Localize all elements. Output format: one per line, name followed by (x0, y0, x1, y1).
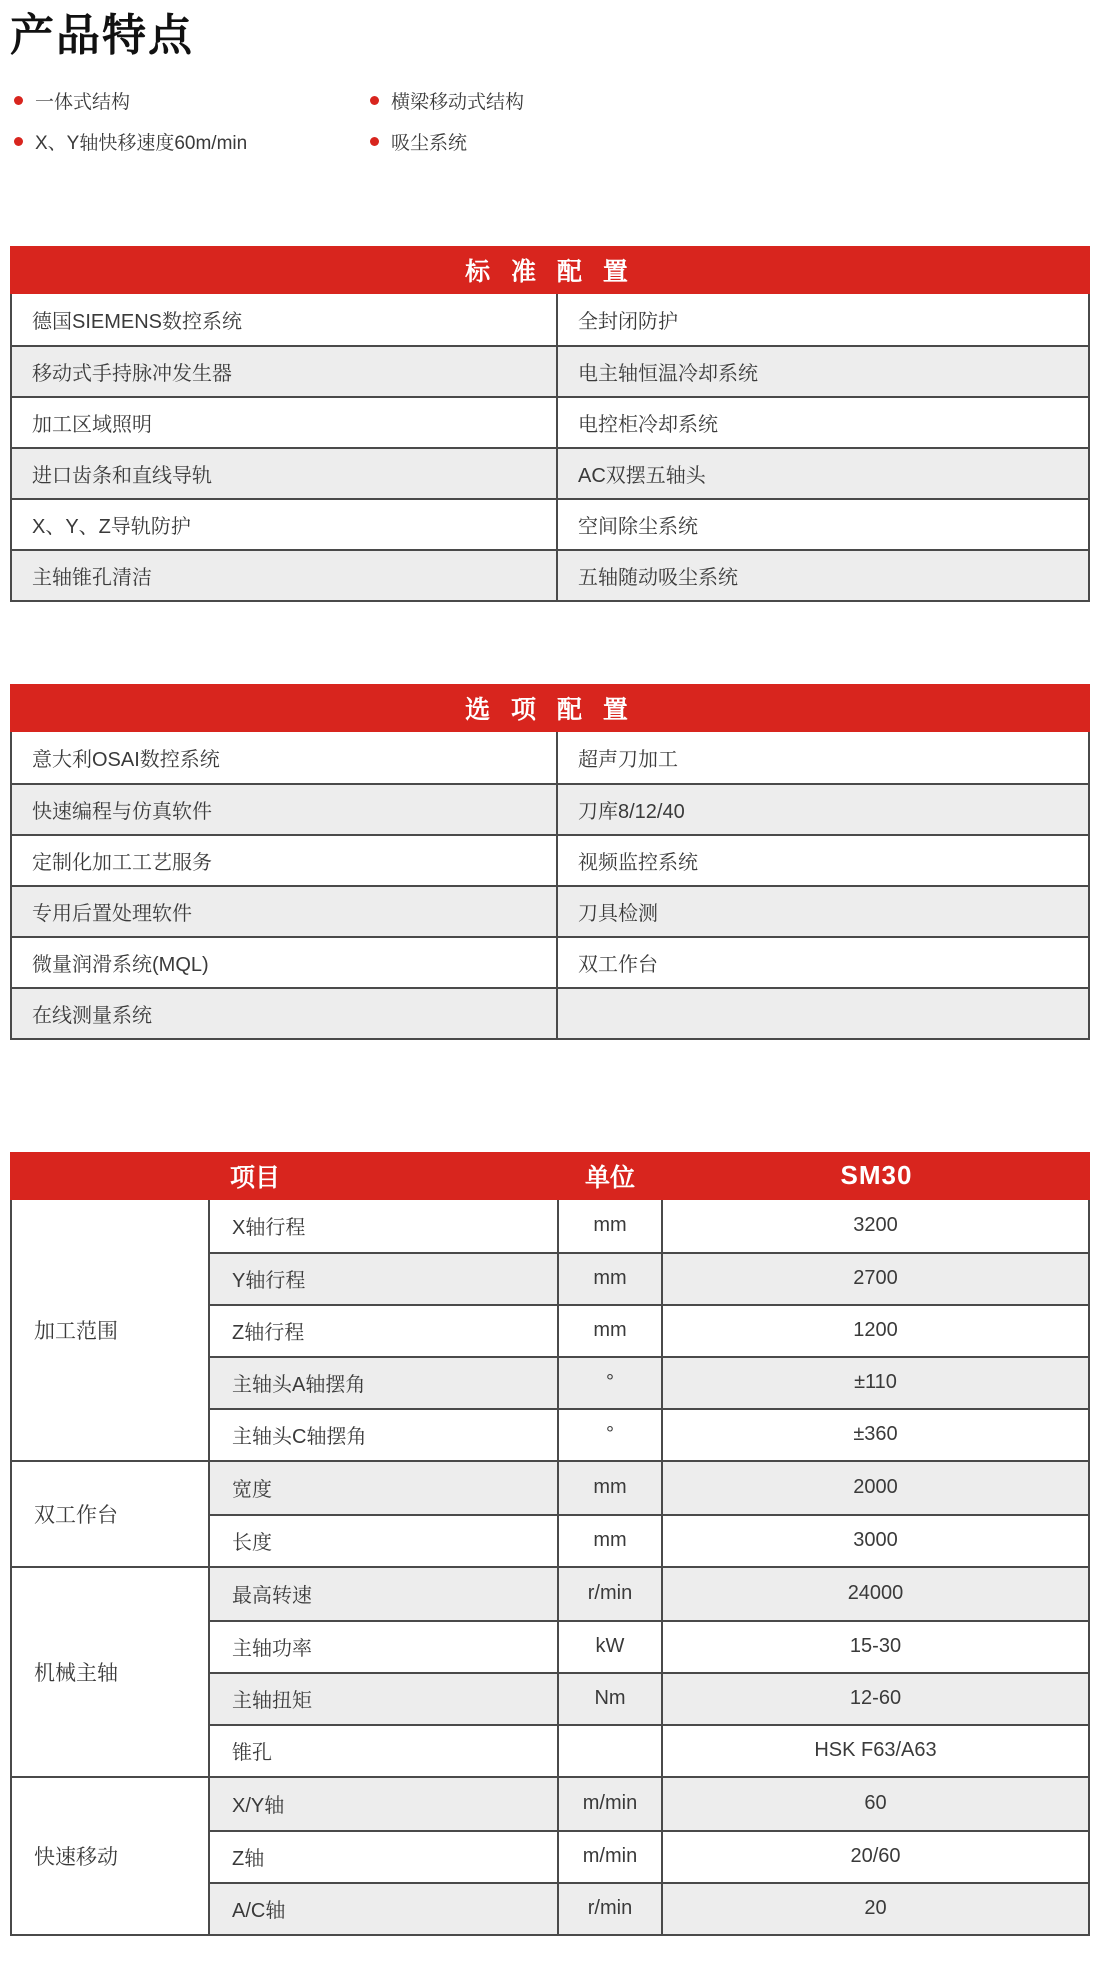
config-cell-right (558, 989, 1088, 1038)
spec-cell-unit: ° (557, 1358, 663, 1408)
spec-row (210, 1724, 1088, 1776)
spec-group (12, 1776, 1088, 1934)
config-cell-left: 定制化加工工艺服务 (12, 836, 558, 885)
spec-group-rows (210, 1462, 1088, 1566)
spec-cell-unit: mm (557, 1516, 663, 1566)
spec-cell-item: X轴行程 (232, 1217, 306, 1240)
spec-row (210, 1462, 1088, 1514)
config-row (12, 396, 1088, 447)
feature-item (14, 89, 370, 113)
spec-cell-unit: m/min (557, 1832, 663, 1882)
spec-cell-value: 60 (864, 1792, 887, 1815)
spec-row (210, 1252, 1088, 1304)
config-cell-right: 视频监控系统 (578, 851, 698, 874)
config-cell-right: 刀具检测 (578, 902, 658, 925)
spec-cell-unit: kW (557, 1622, 663, 1672)
config-row (12, 549, 1088, 600)
spec-cell-item: 主轴扭矩 (232, 1690, 312, 1713)
spec-row (210, 1830, 1088, 1882)
specification-table (10, 1152, 1090, 1936)
config-cell-left: 进口齿条和直线导轨 (12, 449, 558, 498)
config-row (12, 936, 1088, 987)
spec-cell-value: 12-60 (849, 1687, 902, 1710)
spec-cell-item: Y轴行程 (232, 1270, 306, 1293)
config-cell-right: 刀库8/12/40 (578, 800, 685, 823)
spec-row (210, 1778, 1088, 1830)
config-cell-left: 加工区域照明 (12, 398, 558, 447)
spec-cell-unit: mm (557, 1200, 663, 1252)
spec-cell-value: 15-30 (849, 1635, 902, 1658)
bullet-dot-icon (14, 96, 23, 105)
config-cell-left: 移动式手持脉冲发生器 (12, 347, 558, 396)
bullet-dot-icon (14, 137, 23, 146)
spec-cell-unit: mm (557, 1306, 663, 1356)
spec-cell-unit: r/min (557, 1568, 663, 1620)
spec-group-label: 快速移动 (12, 1778, 210, 1934)
spec-group (12, 1566, 1088, 1776)
spec-row (210, 1672, 1088, 1724)
spec-row (210, 1514, 1088, 1566)
config-cell-left: 微量润滑系统(MQL) (12, 938, 558, 987)
bullet-dot-icon (370, 96, 379, 105)
feature-label: 吸尘系统 (391, 133, 468, 155)
config-row (12, 783, 1088, 834)
config-row (12, 885, 1088, 936)
spec-group-label: 机械主轴 (12, 1568, 210, 1776)
config-cell-right: 双工作台 (578, 953, 658, 976)
spec-cell-item: Z轴 (232, 1848, 265, 1871)
spec-cell-value: ±360 (853, 1423, 898, 1446)
config-row (12, 834, 1088, 885)
spec-cell-item: 主轴头C轴摆角 (232, 1426, 367, 1449)
spec-cell-value: 20/60 (850, 1845, 901, 1868)
feature-label: X、Y轴快移速度60m/min (35, 133, 248, 155)
config-cell-left: 在线测量系统 (12, 989, 558, 1038)
config-cell-right: 电控柜冷却系统 (578, 413, 718, 436)
standard-config-body (10, 294, 1090, 602)
config-cell-left: 专用后置处理软件 (12, 887, 558, 936)
spec-cell-item: 长度 (232, 1532, 272, 1555)
standard-config-title: 标 准 配 置 (465, 257, 635, 286)
config-cell-left: 德国SIEMENS数控系统 (12, 294, 558, 345)
spec-cell-value: ±110 (854, 1371, 897, 1394)
standard-config-table (10, 246, 1090, 602)
config-cell-left: X、Y、Z导轨防护 (12, 500, 558, 549)
spec-group (12, 1460, 1088, 1566)
spec-cell-unit: r/min (557, 1884, 663, 1934)
spec-header-model: SM30 (840, 1160, 913, 1191)
spec-row (210, 1568, 1088, 1620)
spec-cell-unit: m/min (557, 1778, 663, 1830)
config-cell-left: 意大利OSAI数控系统 (12, 732, 558, 783)
spec-cell-item: Z轴行程 (232, 1322, 305, 1345)
spec-cell-unit (557, 1726, 663, 1776)
spec-group-rows (210, 1568, 1088, 1776)
page-title: 产品特点 (10, 11, 194, 60)
spec-row (210, 1356, 1088, 1408)
spec-table-header (10, 1152, 1090, 1200)
spec-header-unit: 单位 (584, 1163, 635, 1192)
feature-list (14, 89, 1090, 154)
bullet-dot-icon (370, 137, 379, 146)
config-row (12, 498, 1088, 549)
feature-item (370, 130, 1090, 154)
feature-label: 一体式结构 (35, 92, 131, 114)
spec-row (210, 1304, 1088, 1356)
optional-config-table (10, 684, 1090, 1040)
spec-cell-item: A/C轴 (232, 1900, 286, 1923)
spec-cell-unit: ° (557, 1410, 663, 1460)
spec-table-body (10, 1200, 1090, 1936)
config-row (12, 987, 1088, 1038)
spec-header-item: 项目 (230, 1163, 281, 1192)
spec-row (210, 1200, 1088, 1252)
spec-cell-value: 1200 (853, 1319, 898, 1342)
config-cell-right: 超声刀加工 (578, 748, 678, 771)
spec-cell-item: X/Y轴 (232, 1795, 285, 1818)
spec-row (210, 1882, 1088, 1934)
spec-group-rows (210, 1200, 1088, 1460)
spec-cell-item: 锥孔 (232, 1742, 272, 1765)
spec-group-label: 加工范围 (12, 1200, 210, 1460)
config-row (12, 345, 1088, 396)
config-row (12, 732, 1088, 783)
spec-cell-unit: Nm (557, 1674, 663, 1724)
spec-cell-value: 3000 (853, 1529, 898, 1552)
spec-cell-item: 主轴头A轴摆角 (232, 1374, 366, 1397)
config-cell-right: 五轴随动吸尘系统 (578, 566, 738, 589)
standard-config-header (10, 246, 1090, 294)
spec-group (12, 1200, 1088, 1460)
spec-group-label: 双工作台 (12, 1462, 210, 1566)
config-cell-right: 全封闭防护 (578, 310, 678, 333)
spec-cell-value: 3200 (853, 1214, 898, 1237)
config-cell-right: AC双摆五轴头 (578, 464, 706, 487)
spec-group-rows (210, 1778, 1088, 1934)
spec-row (210, 1408, 1088, 1460)
spec-cell-item: 最高转速 (232, 1585, 312, 1608)
spec-cell-value: 20 (864, 1897, 887, 1920)
optional-config-header (10, 684, 1090, 732)
spec-cell-value: 24000 (847, 1582, 904, 1605)
spec-cell-value: HSK F63/A63 (814, 1739, 937, 1762)
config-cell-left: 主轴锥孔清洁 (12, 551, 558, 600)
feature-item (370, 89, 1090, 113)
spec-cell-item: 宽度 (232, 1479, 272, 1502)
spec-cell-unit: mm (557, 1254, 663, 1304)
spec-cell-value: 2700 (853, 1267, 898, 1290)
config-row (12, 447, 1088, 498)
spec-cell-unit: mm (557, 1462, 663, 1514)
spec-cell-value: 2000 (853, 1476, 898, 1499)
config-cell-right: 电主轴恒温冷却系统 (578, 362, 758, 385)
config-row (12, 294, 1088, 345)
optional-config-title: 选 项 配 置 (465, 695, 635, 724)
feature-label: 横梁移动式结构 (391, 92, 525, 114)
config-cell-right: 空间除尘系统 (578, 515, 698, 538)
feature-item (14, 130, 370, 154)
optional-config-body (10, 732, 1090, 1040)
config-cell-left: 快速编程与仿真软件 (12, 785, 558, 834)
spec-row (210, 1620, 1088, 1672)
spec-cell-item: 主轴功率 (232, 1638, 312, 1661)
